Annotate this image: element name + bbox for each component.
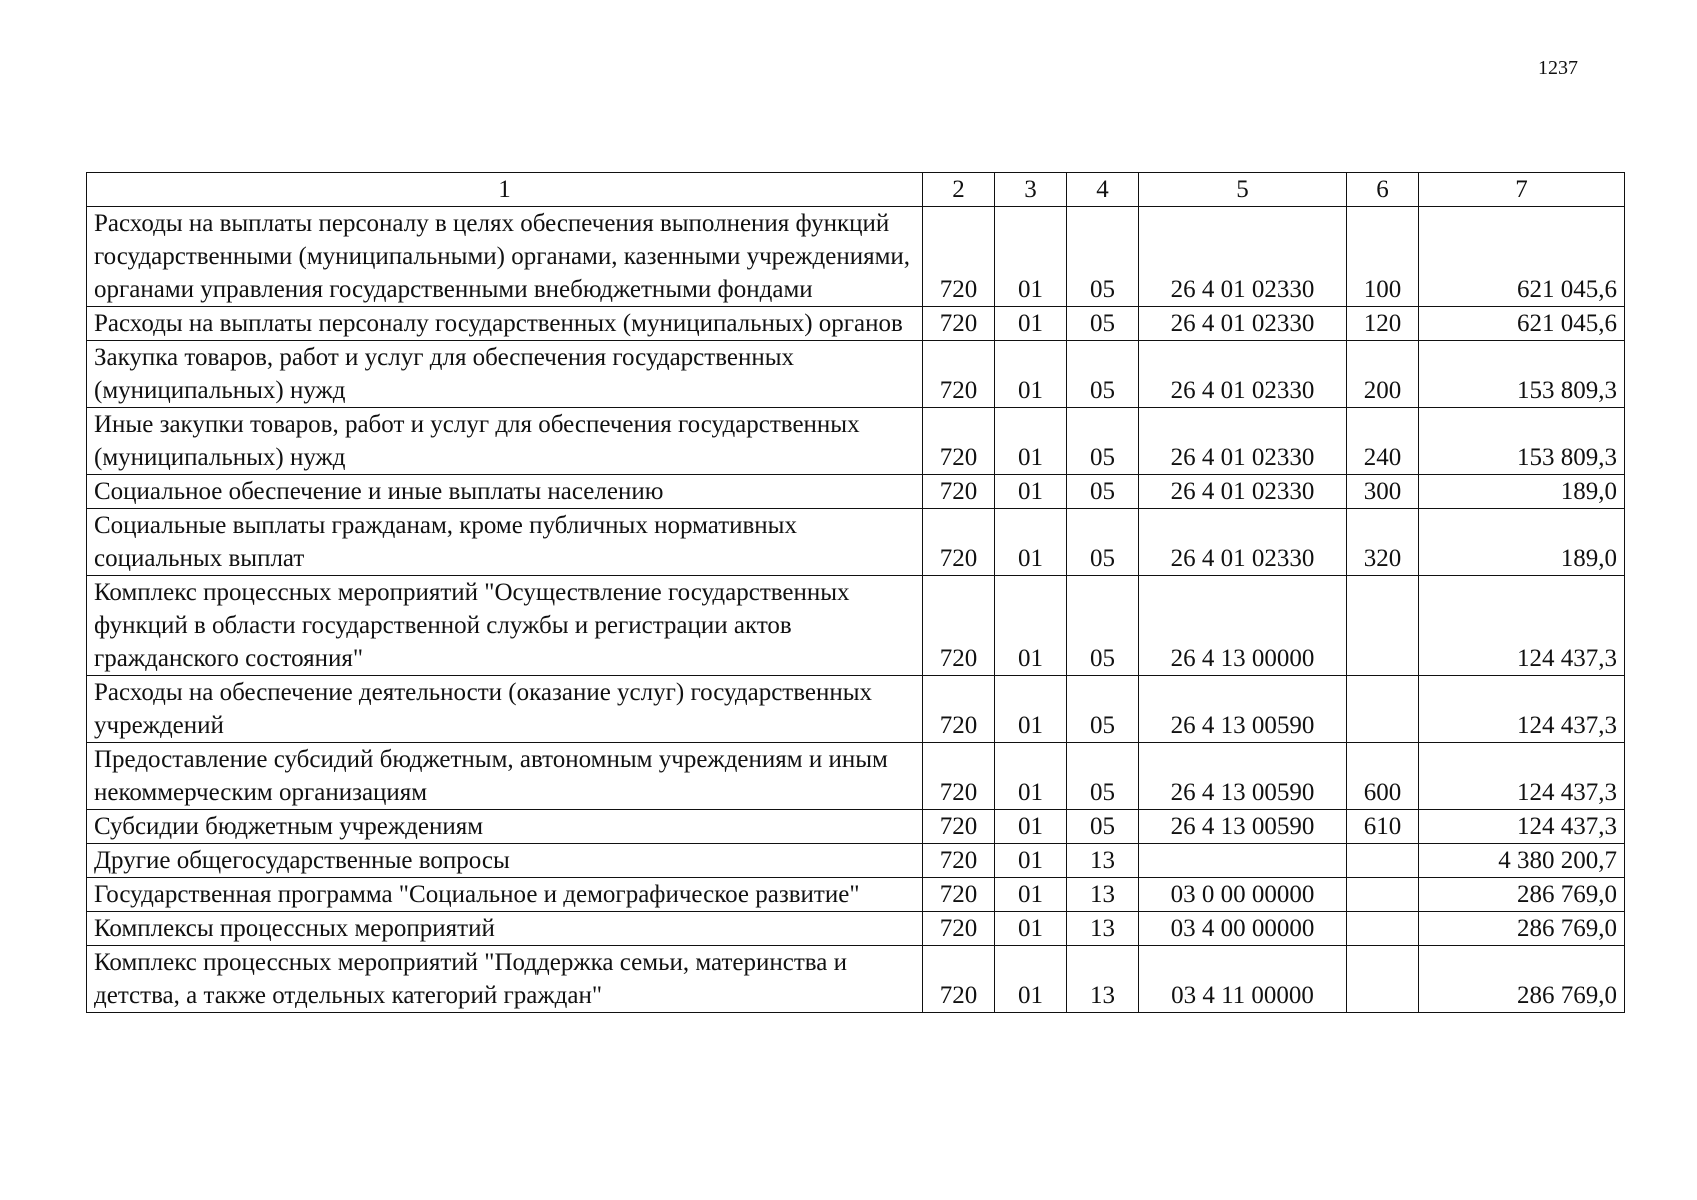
cell-amount: 621 045,6: [1419, 307, 1625, 341]
row-description: Иные закупки товаров, работ и услуг для обеспечения государственных (муниципальных) нужд: [87, 408, 923, 475]
cell-target-article: [1139, 844, 1347, 878]
cell-ministry: 720: [923, 878, 995, 912]
cell-amount: 621 045,6: [1419, 207, 1625, 307]
row-description: Комплексы процессных мероприятий: [87, 912, 923, 946]
cell-amount: 124 437,3: [1419, 676, 1625, 743]
cell-ministry: 720: [923, 509, 995, 576]
cell-amount: 189,0: [1419, 475, 1625, 509]
cell-ministry: 720: [923, 676, 995, 743]
cell-section: 01: [995, 912, 1067, 946]
cell-amount: 153 809,3: [1419, 341, 1625, 408]
table-row: [87, 207, 1625, 307]
table-row: [87, 475, 1625, 509]
cell-expense-type: 120: [1347, 307, 1419, 341]
cell-target-article: 03 4 11 00000: [1139, 946, 1347, 1013]
cell-target-article: 26 4 13 00590: [1139, 676, 1347, 743]
cell-section: 01: [995, 341, 1067, 408]
header-col-3: 3: [995, 173, 1067, 207]
cell-subsection: 05: [1067, 743, 1139, 810]
cell-target-article: 26 4 01 02330: [1139, 475, 1347, 509]
header-col-1: 1: [87, 173, 923, 207]
cell-expense-type: [1347, 946, 1419, 1013]
table-row: [87, 307, 1625, 341]
cell-section: 01: [995, 576, 1067, 676]
cell-target-article: 26 4 01 02330: [1139, 509, 1347, 576]
table-row: [87, 676, 1625, 743]
cell-subsection: 05: [1067, 207, 1139, 307]
cell-expense-type: [1347, 576, 1419, 676]
row-description: Комплекс процессных мероприятий "Осуществление государственных функций в области государственной службы и регистрации актов гражданского состояния": [87, 576, 923, 676]
cell-subsection: 05: [1067, 307, 1139, 341]
cell-subsection: 05: [1067, 676, 1139, 743]
cell-section: 01: [995, 408, 1067, 475]
table-row: [87, 912, 1625, 946]
cell-subsection: 05: [1067, 341, 1139, 408]
cell-section: 01: [995, 743, 1067, 810]
cell-target-article: 26 4 13 00590: [1139, 810, 1347, 844]
cell-subsection: 05: [1067, 475, 1139, 509]
cell-ministry: 720: [923, 408, 995, 475]
cell-section: 01: [995, 810, 1067, 844]
row-description: Другие общегосударственные вопросы: [87, 844, 923, 878]
header-col-2: 2: [923, 173, 995, 207]
cell-subsection: 05: [1067, 408, 1139, 475]
cell-target-article: 26 4 01 02330: [1139, 207, 1347, 307]
cell-expense-type: 600: [1347, 743, 1419, 810]
table-row: [87, 341, 1625, 408]
row-description: Комплекс процессных мероприятий "Поддержка семьи, материнства и детства, а также отдельных категорий граждан": [87, 946, 923, 1013]
header-col-5: 5: [1139, 173, 1347, 207]
cell-ministry: 720: [923, 307, 995, 341]
cell-ministry: 720: [923, 946, 995, 1013]
table-row: [87, 810, 1625, 844]
cell-section: 01: [995, 509, 1067, 576]
cell-section: 01: [995, 475, 1067, 509]
cell-target-article: 26 4 13 00590: [1139, 743, 1347, 810]
cell-section: 01: [995, 946, 1067, 1013]
row-description: Социальное обеспечение и иные выплаты населению: [87, 475, 923, 509]
header-col-4: 4: [1067, 173, 1139, 207]
cell-expense-type: 320: [1347, 509, 1419, 576]
row-description: Государственная программа "Социальное и демографическое развитие": [87, 878, 923, 912]
cell-expense-type: [1347, 844, 1419, 878]
cell-ministry: 720: [923, 743, 995, 810]
cell-target-article: 26 4 01 02330: [1139, 341, 1347, 408]
cell-ministry: 720: [923, 912, 995, 946]
cell-expense-type: 200: [1347, 341, 1419, 408]
row-description: Социальные выплаты гражданам, кроме публичных нормативных социальных выплат: [87, 509, 923, 576]
header-col-7: 7: [1419, 173, 1625, 207]
cell-subsection: 13: [1067, 946, 1139, 1013]
cell-expense-type: [1347, 912, 1419, 946]
header-row: [87, 173, 1625, 207]
cell-subsection: 13: [1067, 844, 1139, 878]
cell-subsection: 05: [1067, 576, 1139, 676]
cell-section: 01: [995, 676, 1067, 743]
cell-target-article: 03 4 00 00000: [1139, 912, 1347, 946]
cell-target-article: 26 4 01 02330: [1139, 307, 1347, 341]
cell-section: 01: [995, 844, 1067, 878]
table-row: [87, 844, 1625, 878]
table-row: [87, 878, 1625, 912]
cell-target-article: 26 4 13 00000: [1139, 576, 1347, 676]
cell-ministry: 720: [923, 207, 995, 307]
cell-target-article: 26 4 01 02330: [1139, 408, 1347, 475]
cell-amount: 286 769,0: [1419, 878, 1625, 912]
row-description: Субсидии бюджетным учреждениям: [87, 810, 923, 844]
cell-expense-type: 100: [1347, 207, 1419, 307]
cell-subsection: 05: [1067, 810, 1139, 844]
table-row: [87, 408, 1625, 475]
cell-ministry: 720: [923, 475, 995, 509]
table-row: [87, 743, 1625, 810]
cell-expense-type: [1347, 878, 1419, 912]
budget-table: [86, 172, 1625, 1013]
cell-amount: 124 437,3: [1419, 810, 1625, 844]
cell-ministry: 720: [923, 810, 995, 844]
cell-section: 01: [995, 878, 1067, 912]
cell-amount: 189,0: [1419, 509, 1625, 576]
cell-amount: 153 809,3: [1419, 408, 1625, 475]
cell-target-article: 03 0 00 00000: [1139, 878, 1347, 912]
table-row: [87, 946, 1625, 1013]
cell-subsection: 05: [1067, 509, 1139, 576]
cell-amount: 286 769,0: [1419, 946, 1625, 1013]
cell-subsection: 13: [1067, 912, 1139, 946]
row-description: Предоставление субсидий бюджетным, автономным учреждениям и иным некоммерческим организациям: [87, 743, 923, 810]
row-description: Расходы на выплаты персоналу в целях обеспечения выполнения функций государственными (муниципальными) органами, казенными учреждениями, органами управления государственными внебюджетными фондами: [87, 207, 923, 307]
table-row: [87, 509, 1625, 576]
cell-amount: 124 437,3: [1419, 576, 1625, 676]
table-row: [87, 576, 1625, 676]
row-description: Расходы на выплаты персоналу государственных (муниципальных) органов: [87, 307, 923, 341]
cell-ministry: 720: [923, 341, 995, 408]
cell-subsection: 13: [1067, 878, 1139, 912]
cell-section: 01: [995, 307, 1067, 341]
cell-section: 01: [995, 207, 1067, 307]
cell-ministry: 720: [923, 576, 995, 676]
header-col-6: 6: [1347, 173, 1419, 207]
cell-ministry: 720: [923, 844, 995, 878]
cell-amount: 124 437,3: [1419, 743, 1625, 810]
page-number: 1237: [1538, 57, 1578, 79]
row-description: Расходы на обеспечение деятельности (оказание услуг) государственных учреждений: [87, 676, 923, 743]
row-description: Закупка товаров, работ и услуг для обеспечения государственных (муниципальных) нужд: [87, 341, 923, 408]
cell-expense-type: 610: [1347, 810, 1419, 844]
cell-expense-type: 300: [1347, 475, 1419, 509]
cell-expense-type: [1347, 676, 1419, 743]
cell-expense-type: 240: [1347, 408, 1419, 475]
cell-amount: 4 380 200,7: [1419, 844, 1625, 878]
cell-amount: 286 769,0: [1419, 912, 1625, 946]
